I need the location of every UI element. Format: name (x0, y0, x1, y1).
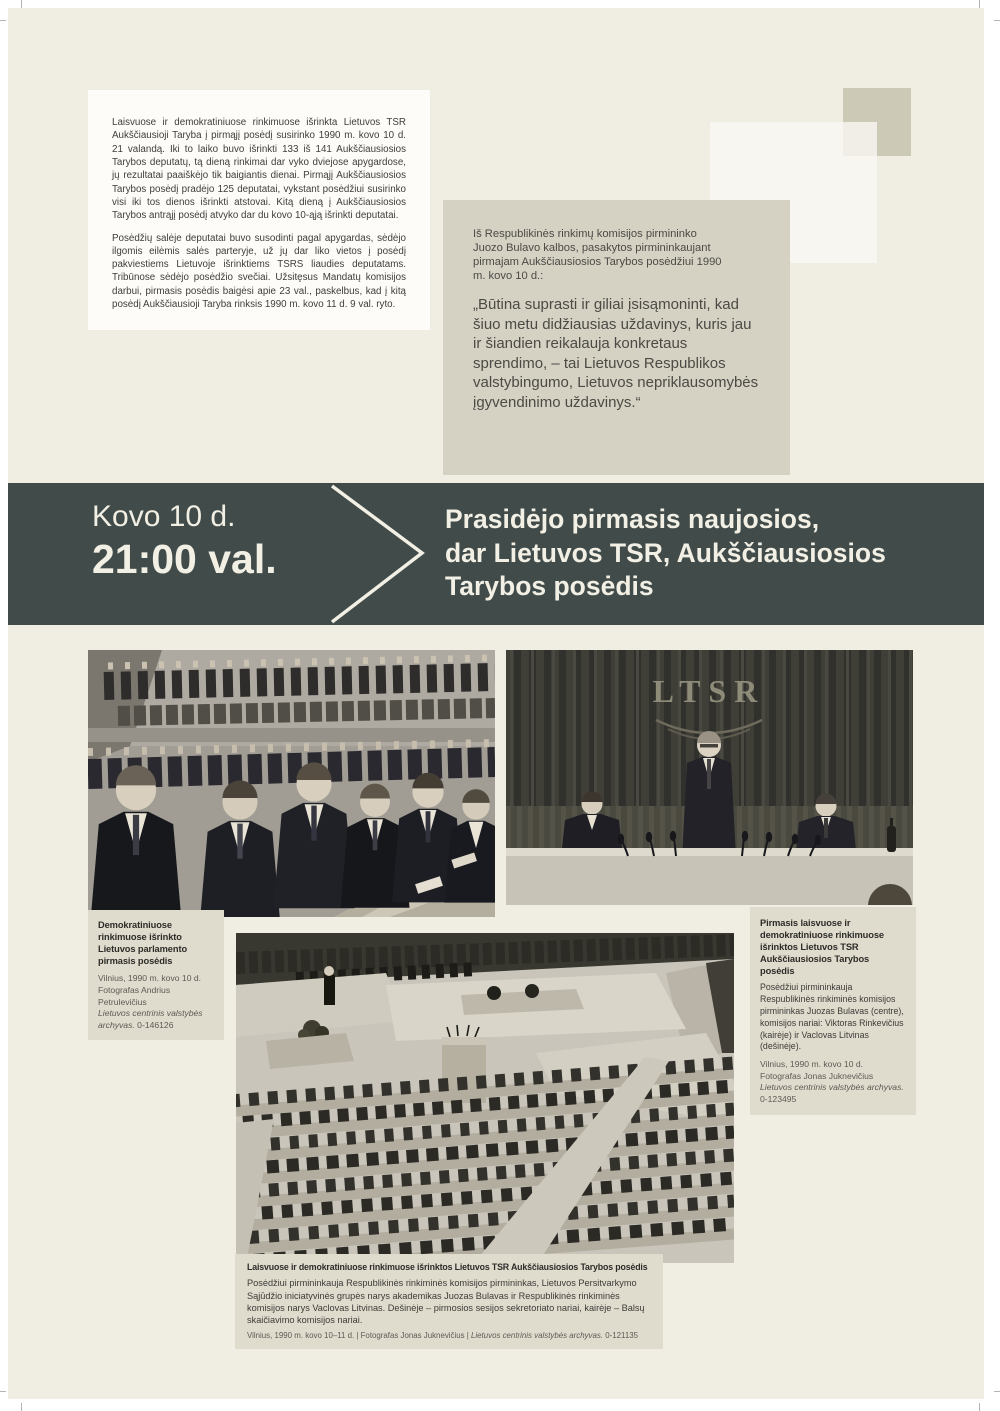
photo-deputies-standing-image (88, 650, 495, 917)
photo-presidium (506, 650, 913, 905)
headline-line: Prasidėjo pirmasis naujosios, (445, 504, 820, 534)
intro-paragraph-1: Laisvuose ir demokratiniuose rinkimuose išrinkta Lietuvos TSR Aukščiausioji Taryba į pirmąjį posėdį susirinko 1990 m. kovo 10 d. 21 valandą. Iki to laiko buvo išrinkti 133 iš 141 Aukščiausiosios Tarybos deputatų, tą dieną rinkimai dar vyko dviejose apygardose, jų rezultatai paaiškėjo tik baigiantis dienai. Pirmąjį Aukščiausiosios Tarybos posėdį pradėjo 125 deputatai, vykstant posėdžiui susirinko visi iki tos dienos išrinkti atstovai. Kitą dieną į Aukščiausiosios Tarybos antrąjį posėdį atvyko dar du kovo 10-ąją išrinkti deputatai. (112, 117, 406, 222)
caption-ref: 0-121135 (605, 1330, 638, 1340)
banner-date: Kovo 10 d. (92, 500, 236, 533)
caption-photographer: Fotografas Andrius Petrulevičius (98, 984, 171, 1007)
caption-place-date: Vilnius, 1990 m. kovo 10 d. (760, 1059, 864, 1070)
intro-box (88, 90, 430, 330)
caption-place-date: Vilnius, 1990 m. kovo 10 d. (98, 973, 202, 984)
caption-title: Laisvuose ir demokratiniuose rinkimuose išrinktos Lietuvos TSR Aukščiausiosios Tarybos posėdis (247, 1262, 648, 1272)
intro-paragraph-2: Posėdžių salėje deputatai buvo susodinti pagal apygardas, sėdėjo ilgomis eilėmis salės parteryje, už jų dar liko vietos į posėdį pakviestiems Lietuvoje išrinktiems TSRS liaudies deputatams. Tribūnose sėdėjo posėdžio svečiai. Užsitęsus Mandatų komisijos darbui, pirmasis posėdis baigėsi apie 23 val., paskelbus, kad į kitą posėdį Aukščiausioji Taryba rinksis 1990 m. kovo 11 d. 9 val. ryto. (112, 232, 406, 311)
banner-headline (445, 503, 886, 604)
caption-photographer: Fotografas Jonas Juknevičius (760, 1070, 874, 1081)
photo-deputies-standing (88, 650, 495, 917)
quote-attribution: Iš Respublikinės rinkimų komisijos pirmininko Juozo Bulavo kalbos, pasakytos pirmininkaujant pirmajam Aukščiausiosios Tarybos posėdžiui 1990 m. kovo 10 d.: (473, 228, 722, 283)
caption-ref: 0-123495 (760, 1093, 797, 1104)
caption-body: Posėdžiui pirmininkauja Respublikinės rinkiminės komisijos pirmininkas, Lietuvos Persitvarkymo Sąjūdžio iniciatyvinės grupės narys akademikas Juozas Bulavas ir Respublikinės rinkiminės komisijos narys Vaclovas Litvinas. Dešinėje – pirmosios sesijos sekretoriato nariai, kairėje – Balsų skaičiavimo komisijos nariai. (247, 1278, 645, 1326)
crop-mark (21, 0, 22, 8)
headline-line: Tarybos posėdis (445, 571, 654, 602)
caption-ref: 0-146126 (137, 1019, 174, 1030)
crop-mark (0, 1391, 6, 1392)
caption-archive: Lietuvos centrinis valstybės archyvas. (760, 1082, 904, 1093)
quote-text: „Būtina suprasti ir giliai įsisąmoninti, kad šiuo metu didžiausias uždavinys, kuris jau ir šiandien reikalauja konkretaus sprendimo, – tai Lietuvos Respublikos valstybingumo, Lietuvos nepriklausomybės įgyvendinimo uždavinys.“ (473, 296, 759, 411)
caption-archive: Lietuvos centrinis valstybės archyvas. (98, 1008, 203, 1030)
crop-mark (994, 20, 1000, 21)
caption-right-box (750, 907, 916, 1115)
photo-presidium-image (506, 650, 913, 905)
photo-hall-overview (236, 933, 734, 1263)
banner-time: 21:00 val. (92, 536, 277, 582)
chevron-right-icon (326, 483, 430, 625)
wall-text-ltsr: LTSR (652, 673, 766, 709)
headline-line: dar Lietuvos TSR, Aukščiausiosios (445, 537, 886, 568)
crop-mark (994, 1391, 1000, 1392)
caption-left-box (88, 910, 224, 1040)
timeline-banner (8, 483, 984, 625)
caption-body: Posėdžiui pirmininkauja Respublikinės rinkiminės komisijos pirmininkas Juozas Bulavas (centre), komisijos nariai: Viktoras Rinkevičius (kairėje) ir Vaclovas Litvinas (dešinėje). (760, 982, 904, 1052)
caption-title: Demokratiniuose rinkimuose išrinkto Lietuvos parlamento pirmasis posėdis (98, 920, 188, 967)
crop-mark (979, 1403, 980, 1411)
crop-mark (21, 1403, 22, 1411)
caption-meta-prefix: Vilnius, 1990 m. kovo 10–11 d. | Fotografas Jonas Juknevičius | (247, 1330, 469, 1340)
quote-box (443, 200, 790, 475)
caption-title: Pirmasis laisvuose ir demokratiniuose rinkimuose išrinktos Lietuvos TSR Aukščiausiosios Tarybos posėdis (760, 918, 884, 977)
crop-mark (979, 0, 980, 8)
crop-mark (0, 20, 6, 21)
caption-bottom-box (235, 1254, 663, 1349)
caption-archive: Lietuvos centrinis valstybės archyvas. (471, 1330, 604, 1340)
photo-hall-overview-image (236, 933, 734, 1263)
